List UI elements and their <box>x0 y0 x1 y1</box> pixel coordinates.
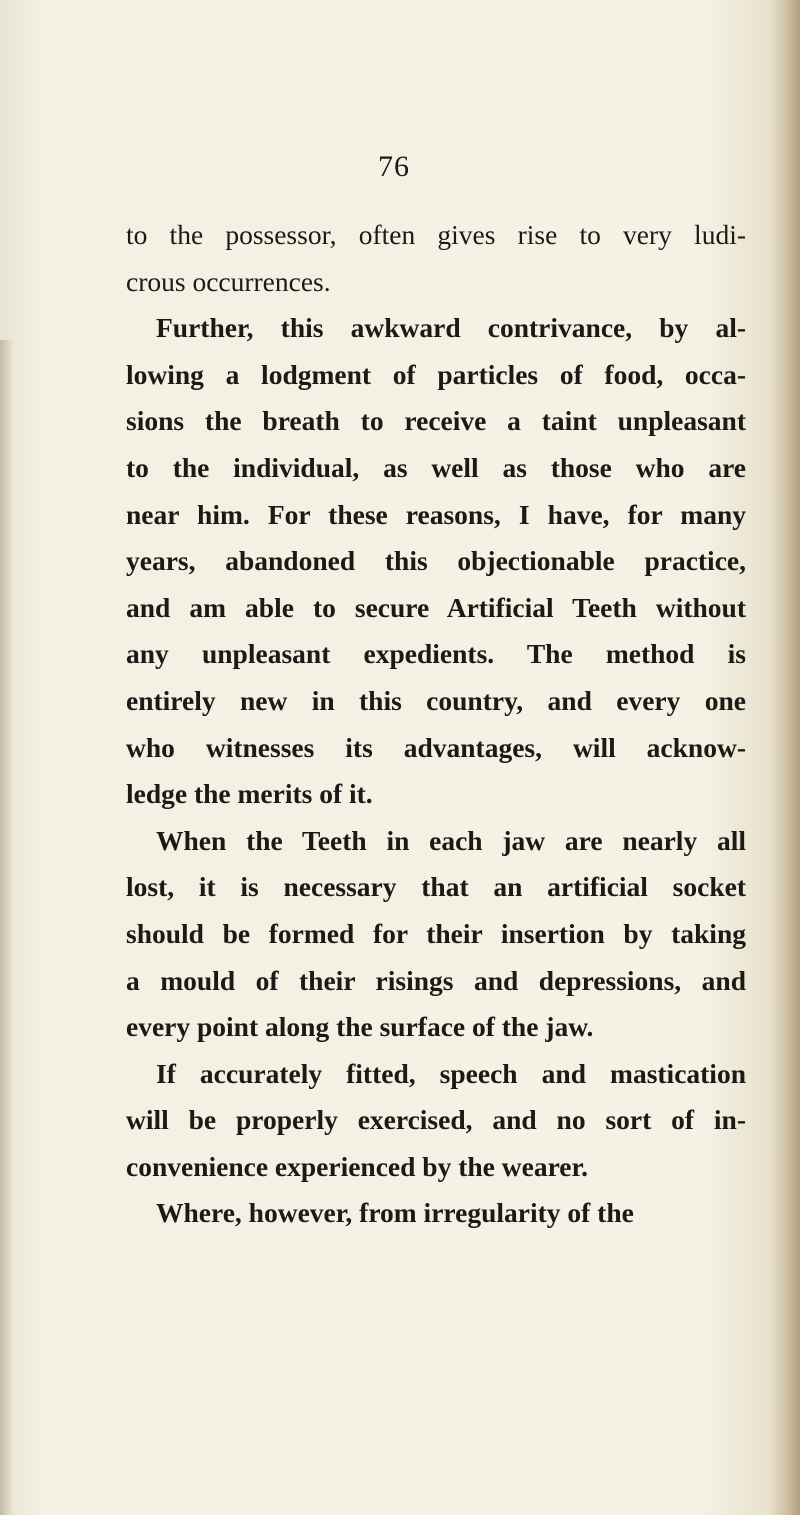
text-line: When the Teeth in each jaw are nearly all <box>156 824 746 856</box>
text-line: Where, however, from irregularity of the <box>156 1197 634 1229</box>
text-line: sions the breath to receive a taint unpleasant <box>126 405 746 437</box>
page-number: 76 <box>378 150 410 183</box>
text-line: lost, it is necessary that an artificial socket <box>126 871 746 903</box>
text-line: convenience experienced by the wearer. <box>126 1150 589 1182</box>
text-line: entirely new in this country, and every one <box>126 684 746 716</box>
text-line: every point along the surface of the jaw. <box>126 1011 594 1043</box>
text-line: If accurately fitted, speech and mastication <box>156 1057 746 1089</box>
body-text <box>126 212 746 1237</box>
page-binding-edge <box>770 0 800 1515</box>
text-line: should be formed for their insertion by taking <box>126 917 746 949</box>
text-line: Further, this awkward contrivance, by al- <box>156 312 746 344</box>
text-line: crous occurrences. <box>126 265 331 297</box>
text-line: lowing a lodgment of particles of food, occa- <box>126 358 746 390</box>
text-line: any unpleasant expedients. The method is <box>126 638 746 670</box>
text-line: to the individual, as well as those who are <box>126 451 746 483</box>
text-line: will be properly exercised, and no sort of in- <box>126 1104 746 1136</box>
text-line: to the possessor, often gives rise to very ludi- <box>126 219 746 250</box>
text-line: and am able to secure Artificial Teeth without <box>126 591 746 623</box>
text-line: near him. For these reasons, I have, for many <box>126 498 746 530</box>
page-left-shadow <box>0 340 14 1515</box>
text-line: who witnesses its advantages, will acknow- <box>126 731 746 763</box>
text-line: ledge the merits of it. <box>126 778 373 810</box>
text-line: years, abandoned this objectionable practice, <box>126 545 746 577</box>
text-line: a mould of their risings and depressions, and <box>126 964 746 996</box>
